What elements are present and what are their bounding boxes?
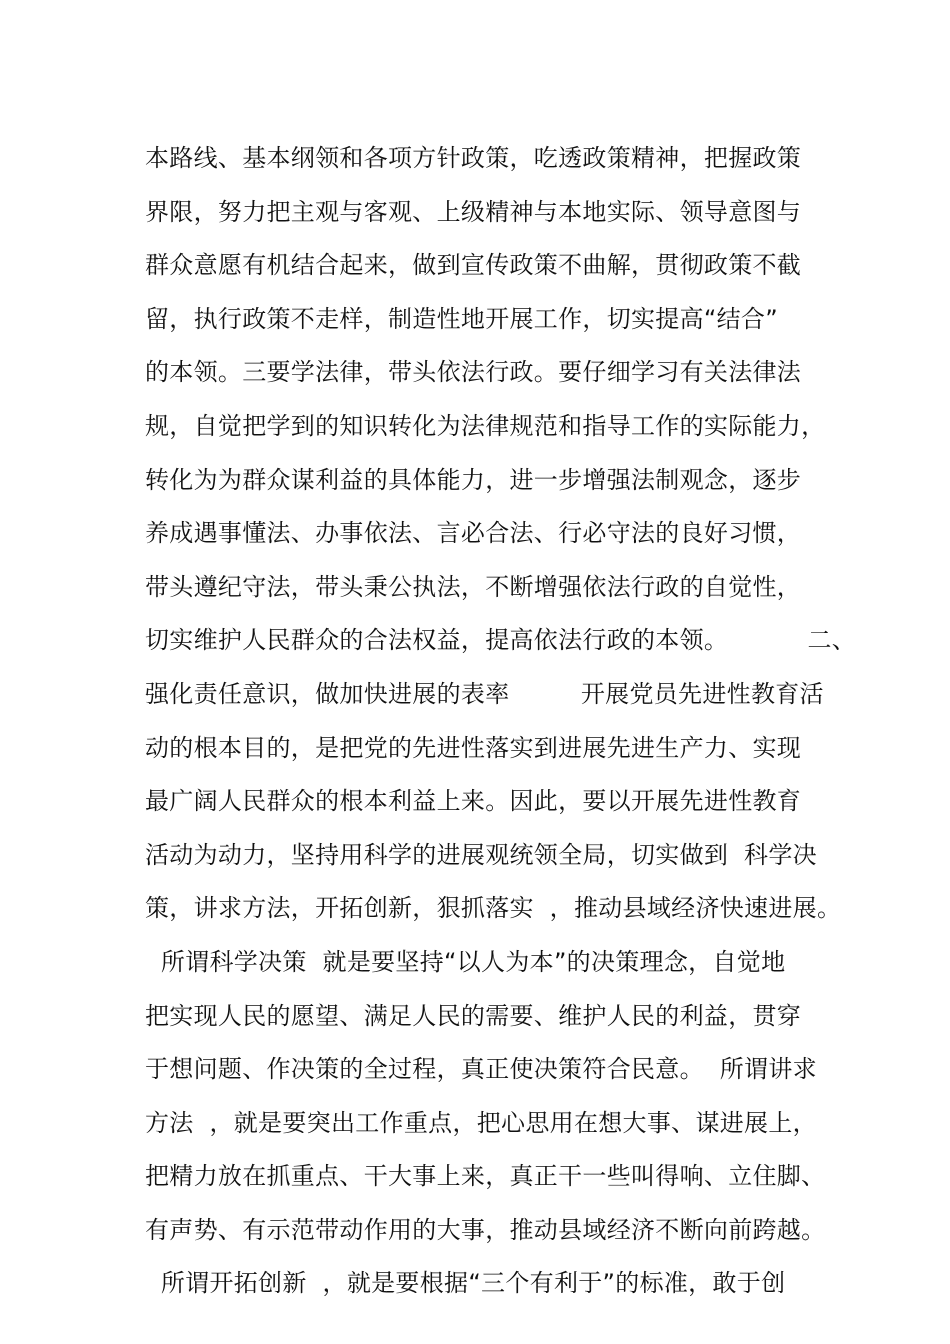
text-line-15: 策，讲求方法，开拓创新，狠抓落实 ，推动县域经济快速进展。	[145, 894, 842, 923]
text-line-22: 所谓开拓创新 ，就是要根据“三个有利于”的标准，敢于创	[145, 1269, 786, 1298]
text-line-12: 动的根本目的，是把党的先进性落实到进展先进生产力、实现	[145, 733, 802, 762]
text-line-9: 带头遵纪守法，带头秉公执法，不断增强依法行政的自觉性，	[145, 572, 802, 601]
text-line-17: 把实现人民的愿望、满足人民的需要、维护人民的利益，贯穿	[145, 1001, 802, 1030]
body-text	[145, 132, 857, 1311]
text-line-4: 留，执行政策不走样，制造性地开展工作，切实提高“结合”	[145, 304, 778, 333]
text-line-11: 强化责任意识，做加快进展的表率 开展党员先进性教育活	[145, 679, 824, 708]
text-line-16: 所谓科学决策 就是要坚持“以人为本”的决策理念，自觉地	[145, 947, 786, 976]
text-line-1: 本路线、基本纲领和各项方针政策，吃透政策精神，把握政策	[145, 144, 802, 172]
text-line-20: 把精力放在抓重点、干大事上来，真正干一些叫得响、立住脚、	[145, 1162, 826, 1191]
text-line-5: 的本领。三要学法律，带头依法行政。要仔细学习有关法律法	[145, 358, 802, 387]
text-line-13: 最广阔人民群众的根本利益上来。因此，要以开展先进性教育	[145, 787, 802, 816]
text-line-21: 有声势、有示范带动作用的大事，推动县域经济不断向前跨越。	[145, 1215, 826, 1244]
text-line-8: 养成遇事懂法、办事依法、言必合法、行必守法的良好习惯，	[145, 519, 802, 548]
text-line-14: 活动为动力，坚持用科学的进展观统领全局，切实做到 科学决	[145, 840, 817, 869]
text-line-2: 界限，努力把主观与客观、上级精神与本地实际、领导意图与	[145, 197, 802, 226]
text-line-3: 群众意愿有机结合起来，做到宣传政策不曲解，贯彻政策不截	[145, 251, 802, 280]
text-line-18: 于想问题、作决策的全过程，真正使决策符合民意。 所谓讲求	[145, 1055, 817, 1084]
text-line-6: 规，自觉把学到的知识转化为法律规范和指导工作的实际能力，	[145, 411, 826, 440]
text-line-7: 转化为为群众谋利益的具体能力，进一步增强法制观念，逐步	[145, 465, 802, 494]
text-line-19: 方法 ，就是要突出工作重点，把心思用在想大事、谋进展上，	[145, 1108, 817, 1137]
text-line-10: 切实维护人民群众的合法权益，提高依法行政的本领。 二、	[145, 626, 857, 655]
